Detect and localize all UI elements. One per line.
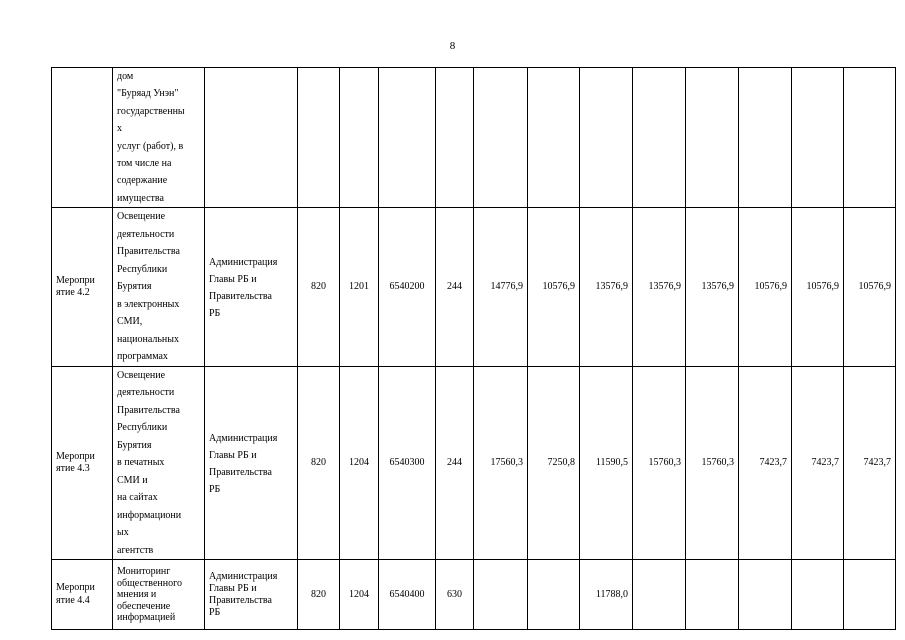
table-row bbox=[52, 68, 896, 208]
amount-cell: 7423,7 bbox=[739, 366, 792, 560]
text-line: содержание bbox=[117, 175, 168, 187]
executor-cell bbox=[205, 366, 298, 560]
amount-cell bbox=[844, 560, 896, 630]
amount-cell: 15760,3 bbox=[633, 366, 686, 560]
amount-cell: 7423,7 bbox=[844, 366, 896, 560]
amount-cell bbox=[792, 560, 844, 630]
text-line: Правительства bbox=[117, 404, 180, 416]
measure-code-cell: Меропри ятие 4.2 bbox=[52, 208, 113, 367]
text-line: мнения и bbox=[117, 589, 157, 600]
amount-cell bbox=[528, 560, 580, 630]
text-line: "Буряад Унэн" bbox=[117, 88, 179, 100]
vr-cell: 630 bbox=[436, 560, 474, 630]
text-line: РБ bbox=[209, 483, 221, 495]
text-line: Правительства bbox=[209, 594, 272, 606]
rzpr-cell bbox=[340, 68, 379, 208]
amount-cell: 7250,8 bbox=[528, 366, 580, 560]
text-line: агентств bbox=[117, 544, 154, 556]
executor-cell bbox=[205, 68, 298, 208]
table-row bbox=[52, 366, 896, 560]
text-line: на сайтах bbox=[117, 492, 158, 504]
measure-name-cell bbox=[113, 560, 205, 630]
amount-cell: 13576,9 bbox=[633, 208, 686, 367]
text-line: Республики bbox=[117, 422, 168, 434]
text-line: государственны bbox=[117, 105, 185, 117]
grbs-cell: 820 bbox=[298, 366, 340, 560]
text-line: СМИ и bbox=[117, 474, 148, 486]
text-line: РБ bbox=[209, 307, 221, 319]
rzpr-cell: 1201 bbox=[340, 208, 379, 367]
amount-cell: 10576,9 bbox=[528, 208, 580, 367]
amount-cell bbox=[739, 560, 792, 630]
csr-cell bbox=[379, 68, 436, 208]
text-line: общественного bbox=[117, 577, 182, 589]
amount-cell: 13576,9 bbox=[580, 208, 633, 367]
text-line: Администрация bbox=[209, 256, 278, 268]
grbs-cell: 820 bbox=[298, 208, 340, 367]
amount-cell: 14776,9 bbox=[474, 208, 528, 367]
rzpr-cell: 1204 bbox=[340, 366, 379, 560]
text-line: Главы РБ и bbox=[209, 273, 257, 285]
amount-cell: 17560,3 bbox=[474, 366, 528, 560]
text-line: Правительства bbox=[117, 246, 180, 258]
text-line: имущества bbox=[117, 192, 164, 204]
csr-cell: 6540400 bbox=[379, 560, 436, 630]
text-line: СМИ, bbox=[117, 316, 143, 328]
amount-cell: 11590,5 bbox=[580, 366, 633, 560]
amount-cell bbox=[474, 68, 528, 208]
text-line: деятельности bbox=[117, 228, 175, 240]
budget-table bbox=[51, 67, 896, 630]
text-line: информациони bbox=[117, 509, 182, 521]
measure-code-cell: Меропри ятие 4.3 bbox=[52, 366, 113, 560]
vr-cell bbox=[436, 68, 474, 208]
executor-cell bbox=[205, 560, 298, 630]
amount-cell bbox=[528, 68, 580, 208]
measure-name-cell bbox=[113, 366, 205, 560]
table-row bbox=[52, 208, 896, 367]
text-line: дом bbox=[117, 71, 134, 82]
rzpr-cell: 1204 bbox=[340, 560, 379, 630]
text-line: Мониторинг bbox=[117, 566, 171, 577]
csr-cell: 6540200 bbox=[379, 208, 436, 367]
text-line: Администрация bbox=[209, 570, 278, 582]
measure-code-cell bbox=[52, 68, 113, 208]
text-line: деятельности bbox=[117, 387, 175, 399]
amount-cell: 13576,9 bbox=[686, 208, 739, 367]
amount-cell: 10576,9 bbox=[792, 208, 844, 367]
grbs-cell bbox=[298, 68, 340, 208]
text-line: информацией bbox=[117, 612, 176, 623]
amount-cell bbox=[686, 68, 739, 208]
grbs-cell: 820 bbox=[298, 560, 340, 630]
text-line: в электронных bbox=[117, 298, 180, 310]
text-line: услуг (работ), в bbox=[117, 140, 184, 152]
amount-cell bbox=[474, 560, 528, 630]
text-line: в печатных bbox=[117, 457, 165, 469]
amount-cell: 10576,9 bbox=[844, 208, 896, 367]
text-line: х bbox=[117, 123, 122, 135]
amount-cell: 11788,0 bbox=[580, 560, 633, 630]
amount-cell: 10576,9 bbox=[739, 208, 792, 367]
amount-cell: 7423,7 bbox=[792, 366, 844, 560]
text-line: том числе на bbox=[117, 158, 172, 170]
text-line: Главы РБ и bbox=[209, 449, 257, 461]
text-line: РБ bbox=[209, 606, 221, 618]
measure-name-cell bbox=[113, 208, 205, 367]
csr-cell: 6540300 bbox=[379, 366, 436, 560]
text-line: Администрация bbox=[209, 432, 278, 444]
measure-code-cell: Меропри ятие 4.4 bbox=[52, 560, 113, 630]
page-number: 8 bbox=[449, 40, 456, 52]
text-line: программах bbox=[117, 351, 168, 363]
amount-cell bbox=[792, 68, 844, 208]
vr-cell: 244 bbox=[436, 208, 474, 367]
text-line: Бурятия bbox=[117, 281, 152, 293]
amount-cell bbox=[686, 560, 739, 630]
text-line: ых bbox=[117, 527, 129, 539]
amount-cell bbox=[739, 68, 792, 208]
executor-cell bbox=[205, 208, 298, 367]
measure-name-cell bbox=[113, 68, 205, 208]
text-line: Бурятия bbox=[117, 439, 152, 451]
text-line: Главы РБ и bbox=[209, 582, 257, 594]
amount-cell bbox=[844, 68, 896, 208]
text-line: Правительства bbox=[209, 466, 272, 478]
text-line: Освещение bbox=[117, 211, 166, 223]
amount-cell bbox=[633, 68, 686, 208]
amount-cell bbox=[633, 560, 686, 630]
text-line: Республики bbox=[117, 263, 168, 275]
text-line: Правительства bbox=[209, 290, 272, 302]
amount-cell: 15760,3 bbox=[686, 366, 739, 560]
vr-cell: 244 bbox=[436, 366, 474, 560]
text-line: Освещение bbox=[117, 369, 166, 381]
text-line: национальных bbox=[117, 333, 179, 345]
amount-cell bbox=[580, 68, 633, 208]
table-row bbox=[52, 560, 896, 630]
text-line: обеспечение bbox=[117, 600, 171, 612]
